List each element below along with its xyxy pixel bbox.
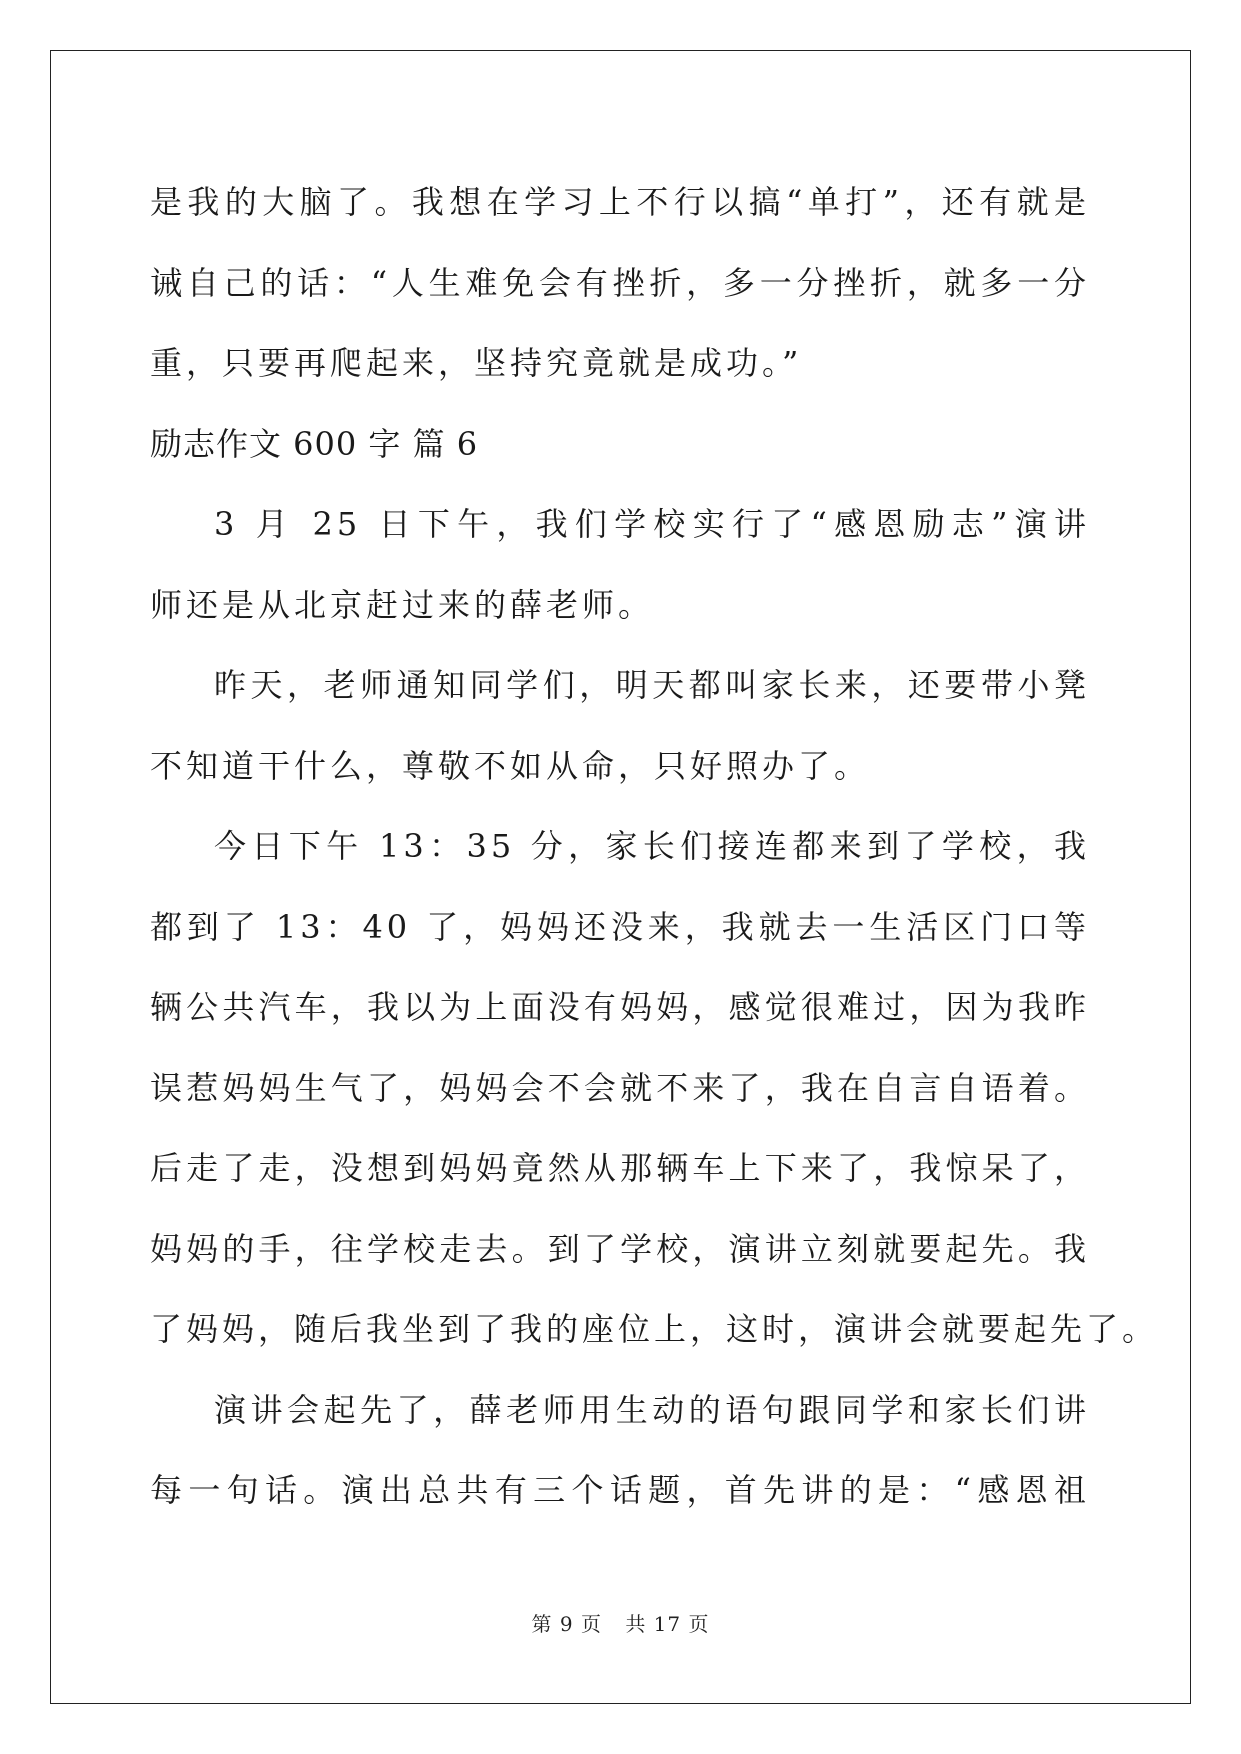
paragraph-line: 演讲会起先了，薛老师用生动的语句跟同学和家长们讲 (214, 1390, 1090, 1429)
paragraph-line: 今日下午 13：35 分，家长们接连都来到了学校，我 (214, 827, 1090, 865)
page-number: 第 9 页 (531, 1612, 602, 1636)
paragraph-line: 不知道干什么，尊敬不如从命，只好照办了。 (150, 746, 871, 785)
paragraph-line: 了妈妈，随后我坐到了我的座位上，这时，演讲会就要起先了。 (150, 1310, 1159, 1348)
page-footer (0, 1608, 1241, 1637)
paragraph-line: 3 月 25 日下午，我们学校实行了“感恩励志”演讲 (214, 505, 1090, 543)
paragraph-line: 重，只要再爬起来，坚持究竟就是成功。” (150, 344, 803, 382)
paragraph-line: 昨天，老师通知同学们，明天都叫家长来，还要带小凳 (214, 666, 1090, 704)
paragraph-line: 是我的大脑了。我想在学习上不行以搞“单打”，还有就是 (150, 183, 1090, 221)
paragraph-line: 诫自己的话：“人生难免会有挫折，多一分挫折，就多一分 (150, 263, 1090, 302)
section-heading: 励志作文 600 字 篇 6 (150, 424, 479, 463)
paragraph-line: 师还是从北京赶过来的薛老师。 (150, 585, 655, 624)
paragraph-line: 误惹妈妈生气了，妈妈会不会就不来了，我在自言自语着。 (150, 1068, 1090, 1107)
paragraph-line: 辆公共汽车，我以为上面没有妈妈，感觉很难过，因为我昨 (150, 988, 1090, 1026)
paragraph-line: 每一句话。演出总共有三个话题，首先讲的是：“感恩祖 (150, 1471, 1090, 1509)
paragraph-line: 后走了走，没想到妈妈竟然从那辆车上下来了，我惊呆了， (150, 1149, 1090, 1187)
paragraph-line: 都到了 13：40 了，妈妈还没来，我就去一生活区门口等 (150, 907, 1090, 946)
document-body (150, 162, 1159, 1531)
page-total: 共 17 页 (625, 1612, 710, 1636)
paragraph-line: 妈妈的手，往学校走去。到了学校，演讲立刻就要起先。我 (150, 1229, 1090, 1268)
